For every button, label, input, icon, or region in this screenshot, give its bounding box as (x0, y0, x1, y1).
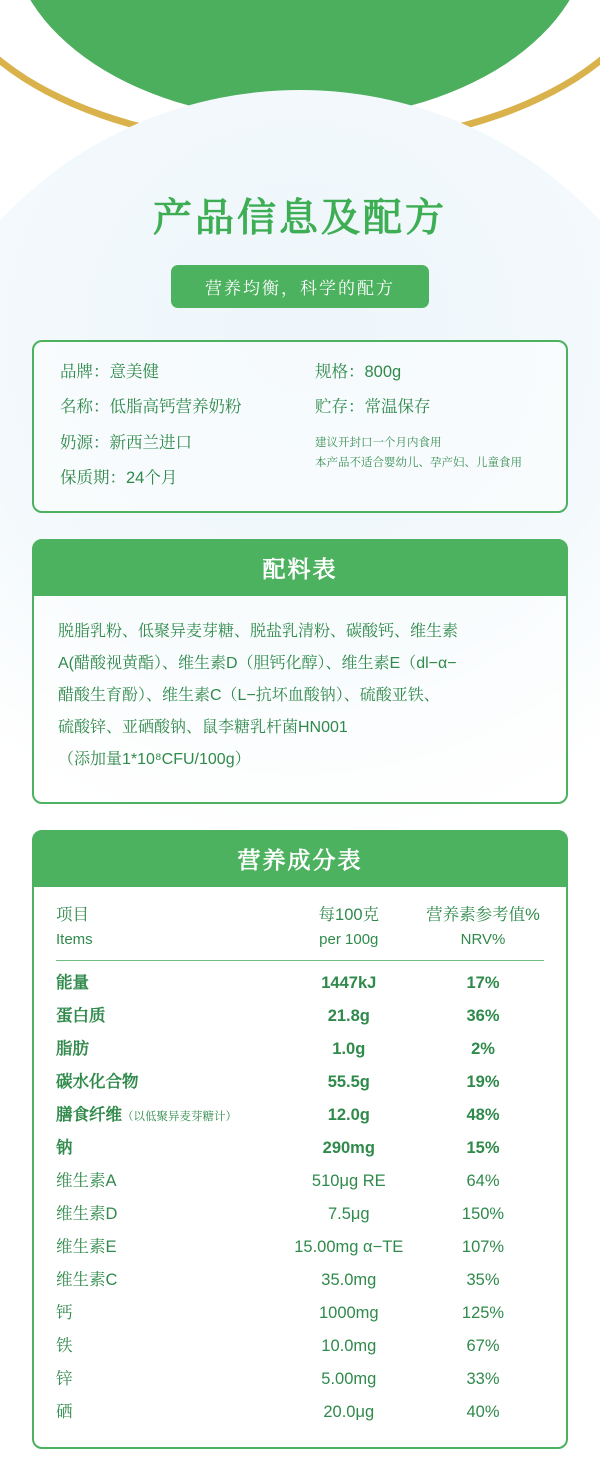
nutrition-cell-nrv: 19% (466, 1072, 500, 1091)
nutrition-cell-nrv: 17% (466, 973, 500, 992)
table-row (56, 1000, 544, 1033)
nutrition-body (34, 887, 566, 1447)
nutrition-header-row (56, 903, 544, 958)
table-row (56, 1264, 544, 1297)
info-row-shelf-life (60, 470, 315, 487)
nutrition-cell-nrv: 107% (461, 1237, 505, 1256)
info-row-storage (315, 399, 540, 416)
nutrition-cell-amount: 12.0g (327, 1105, 370, 1124)
nutrition-col-item-en: Items (56, 931, 93, 949)
table-row (56, 1066, 544, 1099)
nutrition-header-divider (56, 960, 544, 961)
page-title: 产品信息及配方 (152, 197, 447, 240)
nutrition-col-amount-en: per 100g (319, 931, 379, 949)
nutrition-cell-nrv: 125% (461, 1303, 505, 1322)
nutrition-cell-amount: 7.5μg (327, 1204, 370, 1223)
info-row-milk-source (60, 435, 315, 452)
info-label-storage: 贮存： (315, 398, 365, 417)
ingredients-line-2: A(醋酸视黄酯）、维生素D（胆钙化醇）、维生素E（dl−α− (58, 654, 457, 672)
nutrition-cell-item: 钙 (56, 1303, 73, 1322)
table-row (56, 1132, 544, 1165)
table-row (56, 1396, 544, 1429)
nutrition-cell-nrv: 15% (466, 1138, 500, 1157)
nutrition-card (32, 830, 568, 1449)
nutrition-cell-nrv: 33% (466, 1369, 500, 1388)
page-header (0, 0, 600, 308)
info-value-shelf-life: 24个月 (126, 469, 178, 488)
info-value-spec: 800g (364, 362, 402, 381)
nutrition-cell-item: 钠 (56, 1138, 73, 1157)
nutrition-cell-amount: 10.0mg (321, 1336, 377, 1355)
info-label-spec: 规格： (315, 362, 365, 381)
info-row-name (60, 399, 315, 416)
info-label-milk-source: 奶源： (60, 433, 110, 452)
nutrition-cell-amount: 15.00mg α−TE (294, 1237, 404, 1256)
info-value-storage: 常温保存 (364, 398, 431, 417)
ingredients-line-3: 醋酸生育酚）、维生素C（L−抗坏血酸钠）、硫酸亚铁、 (58, 686, 440, 704)
ingredients-line-1: 脱脂乳粉、低聚异麦芽糖、脱盐乳清粉、碳酸钙、维生素 (58, 622, 459, 640)
nutrition-table (56, 903, 544, 958)
nutrition-cell-nrv: 67% (466, 1336, 500, 1355)
nutrition-col-nrv (422, 903, 544, 958)
table-row (56, 1297, 544, 1330)
table-row (56, 967, 544, 1000)
table-row (56, 1165, 544, 1198)
nutrition-cell-nrv: 35% (466, 1270, 500, 1289)
nutrition-cell-amount: 290mg (322, 1138, 375, 1157)
nutrition-cell-item: 维生素C (56, 1270, 118, 1289)
nutrition-cell-amount: 1447kJ (321, 973, 377, 992)
info-column-left (60, 364, 315, 487)
nutrition-cell-item-note: （以低聚异麦芽糖计） (122, 1110, 237, 1123)
nutrition-table-data (56, 967, 544, 1429)
nutrition-col-item (56, 903, 276, 958)
nutrition-cell-amount: 1.0g (332, 1039, 366, 1058)
nutrition-cell-amount: 35.0mg (321, 1270, 377, 1289)
nutrition-table-body (56, 967, 544, 1429)
table-row (56, 1198, 544, 1231)
ingredients-line-4: 硫酸锌、亚硒酸钠、鼠李糖乳杆菌HN001 (58, 718, 348, 736)
nutrition-cell-nrv: 36% (466, 1006, 500, 1025)
info-row-brand (60, 364, 315, 381)
nutrition-cell-amount: 510μg RE (311, 1171, 386, 1190)
nutrition-title: 营养成分表 (33, 831, 567, 887)
info-note-1: 建议开封口一个月内食用 (315, 436, 442, 449)
nutrition-col-amount-cn: 每100克 (318, 905, 380, 924)
nutrition-col-amount (276, 903, 422, 958)
nutrition-col-item-cn: 项目 (56, 905, 89, 924)
info-row-spec (315, 364, 540, 381)
nutrition-cell-item: 能量 (56, 973, 89, 992)
page-subtitle: 营养均衡，科学的配方 (171, 265, 429, 308)
table-row (56, 1363, 544, 1396)
product-info-card (32, 340, 568, 513)
nutrition-cell-amount: 5.00mg (321, 1369, 377, 1388)
info-label-shelf-life: 保质期： (60, 469, 126, 488)
nutrition-cell-amount: 20.0μg (323, 1402, 375, 1421)
nutrition-cell-nrv: 150% (461, 1204, 505, 1223)
table-row (56, 1231, 544, 1264)
nutrition-cell-nrv: 48% (466, 1105, 500, 1124)
nutrition-table-head (56, 903, 544, 958)
ingredients-line-5: （添加量1*10⁸CFU/100g） (58, 750, 251, 768)
nutrition-cell-item: 维生素E (56, 1237, 117, 1256)
nutrition-cell-amount: 55.5g (327, 1072, 370, 1091)
table-row (56, 1033, 544, 1066)
table-row (56, 1099, 544, 1132)
nutrition-cell-nrv: 64% (466, 1171, 500, 1190)
nutrition-cell-amount: 21.8g (327, 1006, 370, 1025)
ingredients-title: 配料表 (33, 540, 567, 596)
nutrition-col-nrv-en: NRV% (460, 931, 506, 949)
nutrition-cell-item: 铁 (56, 1336, 73, 1355)
nutrition-cell-nrv: 40% (466, 1402, 500, 1421)
info-value-milk-source: 新西兰进口 (109, 433, 192, 452)
nutrition-cell-item: 脂肪 (56, 1039, 89, 1058)
nutrition-cell-item: 膳食纤维（以低聚异麦芽糖计） (56, 1105, 237, 1124)
ingredients-body (34, 596, 566, 802)
nutrition-cell-amount: 1000mg (318, 1303, 379, 1322)
nutrition-cell-item: 维生素A (56, 1171, 117, 1190)
nutrition-cell-item: 维生素D (56, 1204, 118, 1223)
nutrition-cell-item: 蛋白质 (56, 1006, 106, 1025)
info-note-2: 本产品不适合婴幼儿、孕产妇、儿童食用 (315, 456, 522, 469)
info-label-brand: 品牌： (60, 362, 110, 381)
nutrition-cell-item: 硒 (56, 1402, 73, 1421)
info-label-name: 名称： (60, 398, 110, 417)
info-column-right (315, 364, 540, 487)
table-row (56, 1330, 544, 1363)
nutrition-cell-nrv: 2% (471, 1039, 495, 1058)
info-value-name: 低脂高钙营养奶粉 (109, 398, 242, 417)
info-value-brand: 意美健 (109, 362, 159, 381)
nutrition-cell-item: 锌 (56, 1369, 73, 1388)
ingredients-card (32, 539, 568, 804)
nutrition-col-nrv-cn: 营养素参考值% (426, 905, 540, 924)
nutrition-cell-item: 碳水化合物 (56, 1072, 139, 1091)
